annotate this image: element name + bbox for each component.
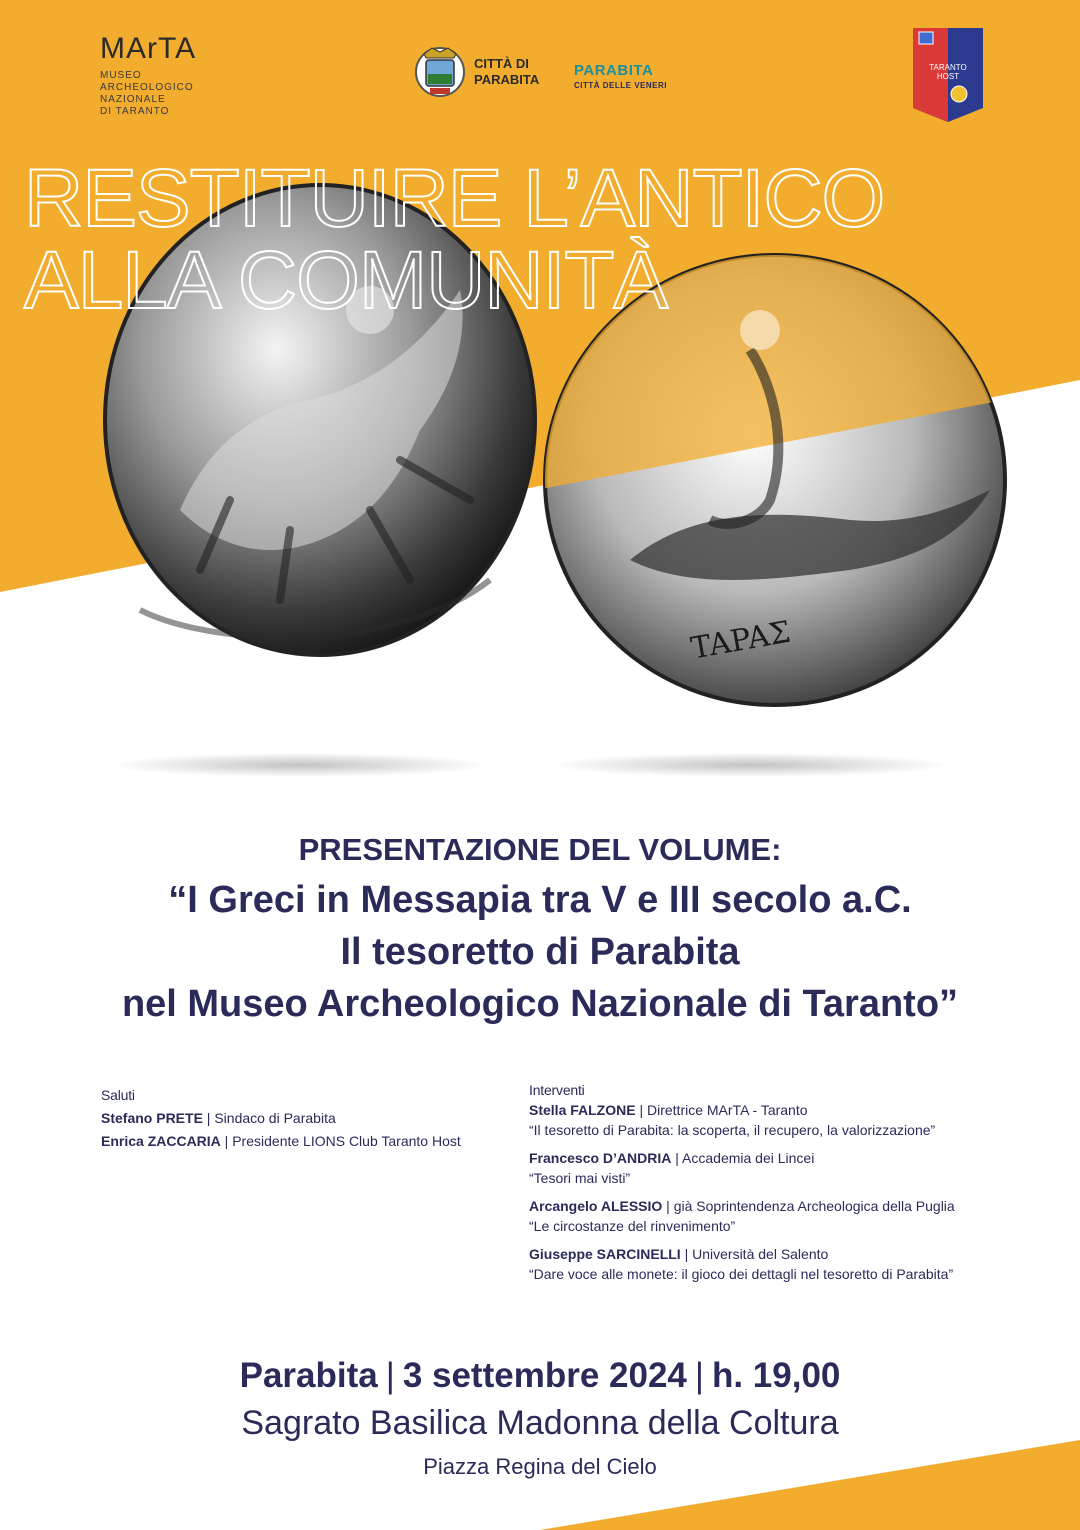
saluti-label: Saluti bbox=[101, 1087, 135, 1103]
person-role: Sindaco di Parabita bbox=[214, 1110, 336, 1126]
speaker-name: Arcangelo ALESSIO bbox=[529, 1198, 663, 1214]
headline bbox=[24, 153, 885, 326]
speaker-talk: “Le circostanze del rinvenimento” bbox=[529, 1218, 736, 1234]
speaker-role: Accademia dei Lincei bbox=[682, 1150, 815, 1166]
person-name: Enrica ZACCARIA bbox=[101, 1133, 221, 1149]
marta-logo bbox=[100, 34, 240, 118]
marta-subtitle-line: NAZIONALE bbox=[100, 94, 166, 105]
saluti-section bbox=[101, 1084, 521, 1153]
separator: | bbox=[694, 1356, 704, 1395]
marta-subtitle-line: DI TARANTO bbox=[100, 106, 170, 117]
lions-line1: TARANTO bbox=[929, 63, 967, 72]
veneri-subtitle: CITTÀ DELLE VENERI bbox=[574, 81, 668, 90]
marta-subtitle bbox=[100, 70, 240, 118]
speaker-name: Giuseppe SARCINELLI bbox=[529, 1246, 681, 1262]
veneri-title: PARABITA bbox=[574, 62, 654, 79]
marta-subtitle-line: MUSEO bbox=[100, 70, 142, 81]
marta-subtitle-line: ARCHEOLOGICO bbox=[100, 82, 194, 93]
saluti-person: Stefano PRETE | Sindaco di Parabita bbox=[101, 1110, 336, 1126]
speaker-talk: “Dare voce alle monete: il gioco dei dettagli nel tesoretto di Parabita” bbox=[529, 1266, 954, 1282]
crest-icon bbox=[414, 42, 466, 102]
person-name: Stefano PRETE bbox=[101, 1110, 203, 1126]
event-place: Parabita bbox=[239, 1356, 378, 1395]
speaker: Arcangelo ALESSIO | già Soprintendenza Archeologica della Puglia “Le circostanze del rinvenimento” bbox=[529, 1196, 1029, 1236]
event-venue: Sagrato Basilica Madonna della Coltura bbox=[241, 1404, 839, 1442]
lions-club-banner bbox=[913, 28, 983, 122]
parabita-veneri-logo bbox=[574, 62, 667, 90]
headline-line-1: RESTITUIRE L’ANTICO bbox=[24, 153, 885, 244]
coin-inscription: TAPAΣ bbox=[688, 614, 794, 667]
person-role: Presidente LIONS Club Taranto Host bbox=[232, 1133, 461, 1149]
speaker-talk: “Il tesoretto di Parabita: la scoperta, il recupero, la valorizzazione” bbox=[529, 1122, 936, 1138]
speaker-name: Francesco D’ANDRIA bbox=[529, 1150, 672, 1166]
parabita-line: PARABITA bbox=[474, 72, 540, 87]
coin-shadow-right bbox=[550, 753, 950, 777]
separator: | bbox=[385, 1356, 395, 1395]
citta-di-parabita-logo bbox=[414, 42, 539, 102]
book-title bbox=[0, 874, 1080, 1030]
saluti-person: Enrica ZACCARIA | Presidente LIONS Club Taranto Host bbox=[101, 1133, 461, 1149]
speaker: Stella FALZONE | Direttrice MArTA - Taranto “Il tesoretto di Parabita: la scoperta, il recupero, la valorizzazione” bbox=[529, 1100, 1029, 1140]
event-time: h. 19,00 bbox=[711, 1356, 841, 1395]
interventi-section bbox=[529, 1080, 1029, 1292]
book-title-line: Il tesoretto di Parabita bbox=[340, 931, 740, 973]
speaker-role: già Soprintendenza Archeologica della Puglia bbox=[673, 1198, 955, 1214]
coin-shadow-left bbox=[110, 753, 490, 777]
speaker-role: Direttrice MArTA - Taranto bbox=[647, 1102, 808, 1118]
speaker: Giuseppe SARCINELLI | Università del Salento “Dare voce alle monete: il gioco dei dettagli nel tesoretto di Parabita” bbox=[529, 1244, 1029, 1284]
presentation-kicker: PRESENTAZIONE DEL VOLUME: bbox=[298, 832, 782, 867]
speaker-role: Università del Salento bbox=[692, 1246, 829, 1262]
book-title-line: “I Greci in Messapia tra V e III secolo a.C. bbox=[168, 879, 912, 921]
speaker-talk: “Tesori mai visti” bbox=[529, 1170, 631, 1186]
speaker-name: Stella FALZONE bbox=[529, 1102, 636, 1118]
lions-emblem-icon bbox=[951, 86, 967, 102]
event-date: 3 settembre 2024 bbox=[402, 1356, 687, 1395]
interventi-label: Interventi bbox=[529, 1082, 585, 1098]
speaker: Francesco D’ANDRIA | Accademia dei Lincei “Tesori mai visti” bbox=[529, 1148, 1029, 1188]
citta-line: CITTÀ DI bbox=[474, 56, 529, 71]
book-title-line: nel Museo Archeologico Nazionale di Taranto” bbox=[121, 983, 959, 1025]
marta-wordmark: MArTA bbox=[100, 32, 197, 65]
citta-di-parabita-text bbox=[474, 56, 539, 88]
headline-line-2: ALLA COMUNITÀ bbox=[24, 235, 668, 326]
lions-line2: HOST bbox=[936, 72, 960, 81]
event-date-line bbox=[0, 1356, 1080, 1396]
event-address: Piazza Regina del Cielo bbox=[423, 1454, 657, 1479]
